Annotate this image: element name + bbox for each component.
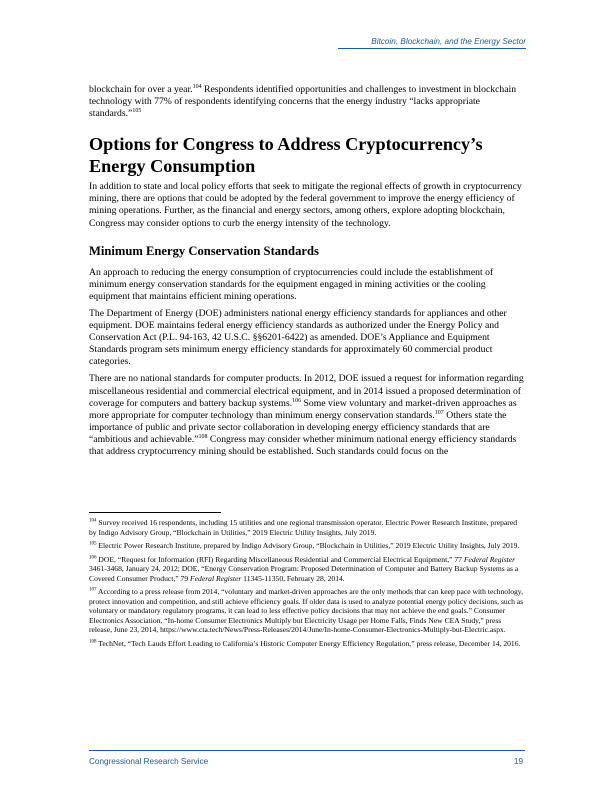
footnote-ref-108[interactable]: 108 (198, 433, 208, 440)
subsection-paragraph-2: The Department of Energy (DOE) administers national energy efficiency standards for appliances and other equipment. DOE maintains federal energy efficiency standards as authorized under the Energy Policy and Conservation Act (P.L. 94-163, 42 U.S.C. §§6201-6422) as amended. DOE’s Appliance and Equipment Standards program sets minimum energy efficiency standards for approximately 60 commercial product categories. (89, 307, 507, 368)
footnote-citation-title: Federal Register (190, 573, 242, 583)
footnote-108 (89, 639, 525, 649)
footnote-ref-107[interactable]: 107 (434, 409, 444, 416)
footnote-citation-title: Federal Register (463, 554, 516, 564)
running-header: Bitcoin, Blockchain, and the Energy Sector (371, 37, 526, 46)
footer-source: Congressional Research Service (89, 757, 209, 766)
intro-paragraph (89, 84, 525, 120)
footnotes (89, 518, 525, 652)
footnote-text: Electric Power Research Institute, prepared by Indigo Advisory Group, “Blockchain in Utilities,” 2019 Electric Utility Insights, July 2019. (98, 541, 520, 550)
footnote-text-c: 11345-11350, February 28, 2014. (241, 573, 345, 583)
footnote-107 (89, 587, 525, 635)
footnote-ref-105[interactable]: 105 (132, 107, 142, 114)
page-number: 19 (513, 757, 523, 766)
subsection-paragraph-3 (89, 373, 525, 458)
footnote-number: 105 (89, 541, 97, 547)
footnote-rule (89, 512, 221, 513)
footer-rule (89, 750, 525, 751)
intro-text-b: Respondents identified opportunities and challenges to investment in blockchain technology with 77% of respondents identifying concerns that the energy industry “lacks appropriate standards.” (89, 84, 517, 120)
footnote-106 (89, 555, 525, 584)
footnote-text-b: 3461-3468, January 24, 2012; DOE, “Energy Conservation Program: Proposed Determination of Computer and Battery Backup Systems as a Covered Consumer Product,” 79 (89, 564, 519, 583)
footnote-number: 106 (89, 554, 97, 560)
section-heading: Options for Congress to Address Cryptocurrency’s Energy Consumption (89, 134, 483, 177)
para3-text-c: Others state the importance of public and private sector collaboration in developing energy efficiency standards that are “ambitious and achievable.” (89, 409, 507, 445)
footnote-ref-104[interactable]: 104 (192, 83, 202, 90)
footnote-text: TechNet, “Tech Lauds Effort Leading to California’s Historic Computer Energy Efficiency Regulation,” press release, December 14, 2016. (98, 638, 521, 648)
footnote-104 (89, 518, 525, 537)
section-paragraph: In addition to state and local policy efforts that seek to mitigate the regional effects of growth in cryptocurrency mining, there are options that could be adopted by the federal government to improve the energy efficiency of mining operations. Further, as the financial and energy sectors, among others, explore adopting blockchain, Congress may consider options to curb the energy intensity of the technology. (89, 181, 522, 229)
footnote-105 (89, 541, 525, 551)
intro-text-a: blockchain for over a year. (89, 84, 193, 95)
para3-text-b: Some view voluntary and market-driven approaches as more appropriate for computer technology than minimum energy conservation standards. (89, 397, 517, 421)
para3-text-d: Congress may consider whether minimum national energy efficiency standards that address cryptocurrency mining should be established. Such standards could focus on the (89, 433, 517, 457)
footnote-text: Survey received 16 respondents, including 15 utilities and one regional transmission operator. Electric Power Research Institute, prepared by Indigo Advisory Group, “Blockchain in Utilities,” 2019 Electric Utility Insights, July 2019. (89, 518, 517, 537)
para3-text-a: There are no national standards for computer products. In 2012, DOE issued a request for information regarding miscellaneous residential and commercial electrical equipment, and in 2014 issued a proposed determination of coverage for computers and battery backup systems. (89, 373, 524, 409)
page-body (89, 84, 525, 458)
footnote-ref-106[interactable]: 106 (292, 397, 302, 404)
footnote-number: 104 (89, 518, 97, 524)
footnote-number: 108 (89, 638, 97, 644)
header-rule (338, 48, 526, 49)
footnote-number: 107 (89, 587, 97, 593)
footnote-text: According to a press release from 2014, “voluntary and market-driven approaches are the only methods that can keep pace with technology, protect innovation and competition, and still achieve efficiency goals. If older data is used to analyze potential energy policy decisions, such as voluntary or mandatory regulatory programs, it can lead to less effective policy decisions that may not achieve the end goals.” Consumer Electronics Association, “In-home Consumer Electronics Multiply but Electricity Usage per Home Falls, Finds New CEA Study,” press release, June 23, 2014, https://www.cta.tech/News/Press-Releases/2014/June/In-home-Consumer-Electronics-Multiply-but-Electric.aspx. (89, 587, 524, 634)
subsection-paragraph-1: An approach to reducing the energy consumption of cryptocurrencies could include the establishment of minimum energy conservation standards for the equipment engaged in mining activities or the cooling equipment that maintains efficient mining operations. (89, 266, 494, 302)
subsection-heading: Minimum Energy Conservation Standards (89, 243, 319, 258)
footnote-text-a: DOE, “Request for Information (RFI) Regarding Miscellaneous Residential and Commercial Electrical Equipment,” 77 (98, 554, 464, 564)
